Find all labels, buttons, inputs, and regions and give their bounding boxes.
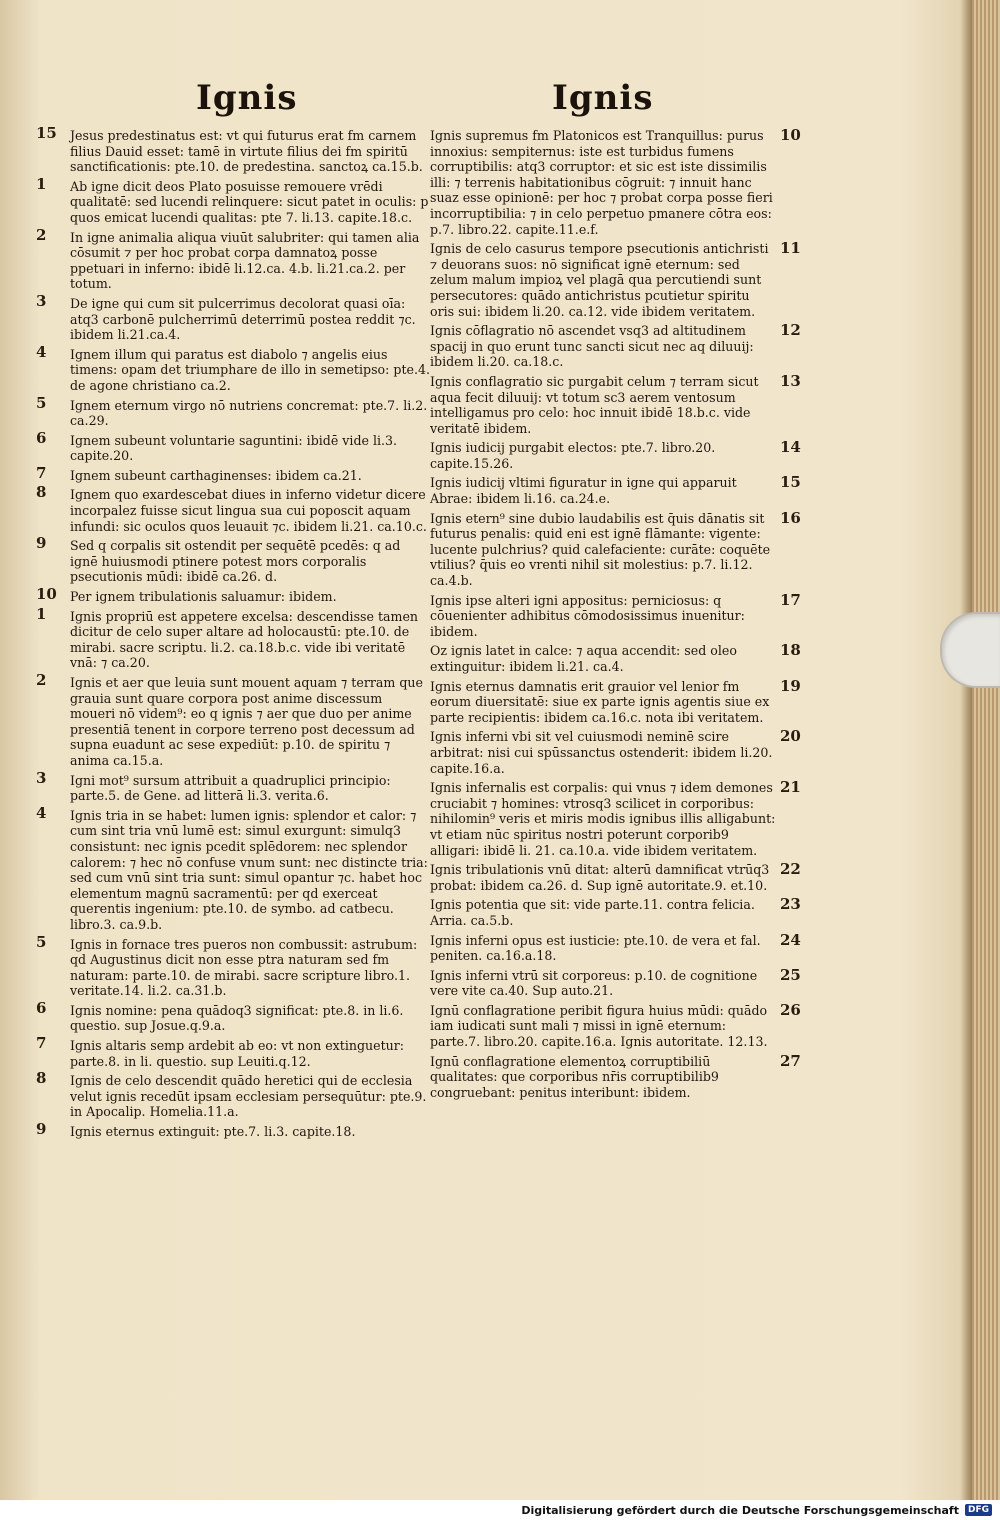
right-heading: Ignis — [552, 78, 654, 118]
entry-number: 19 — [780, 676, 801, 695]
entry — [36, 174, 430, 226]
entry-text: Ignis de celo descendit quādo heretici qui de ecclesia velut ignis recedūt ipsam ecclesiam persequūtur: pte.9. in Apocalip. Homelia.11.a. — [70, 1073, 427, 1120]
entry — [430, 473, 801, 507]
entry — [430, 508, 801, 589]
entry-number: 3 — [36, 768, 47, 787]
entry — [36, 932, 430, 999]
entry-text: Ignis de celo casurus tempore psecutionis antichristi ⁊ deuorans suos: nō significat ignē eternum: sed zelum malum impioꝝ vel plagā qua percutiendi sunt persecutores: quādo antichristus pcutietur spiritu oris sui: ibidem li.20. ca.12. vide ibidem veritatem. — [430, 241, 769, 319]
entry-text: Ignis in fornace tres pueros non combussit: astrubum: qd Augustinus dicit non esse ptra naturam sed fm naturam: parte.10. de mirabi. sacre scripture libro.1. veritate.14. li.2. ca.31.b. — [70, 936, 418, 999]
entry — [430, 727, 801, 776]
entry-text: Ignis nomine: pena quādoq3 significat: pte.8. in li.6. questio. sup Josue.q.9.a. — [70, 1002, 404, 1034]
book-page-edge — [972, 0, 1000, 1500]
entry-text: Ignis ipse alteri igni appositus: perniciosus: q cōuenienter adhibitus cōmodosissimus inuenitur: ibidem. — [430, 592, 745, 639]
page-clip-tab — [940, 612, 1000, 688]
entry-number: 8 — [36, 483, 47, 502]
entry — [36, 803, 430, 933]
entry-text: Igni mot⁹ sursum attribuit a quadruplici principio: parte.5. de Gene. ad litterā li.3. verita.6. — [70, 772, 391, 804]
entry-text: Ignis eternus extinguit: pte.7. li.3. capite.18. — [70, 1124, 356, 1140]
entry-text: Ignis eternus damnatis erit grauior vel lenior fm eorum diuersitatē: siue ex parte ignis agentis siue ex parte recipientis: ibidem ca.16.c. nota ibi veritatem. — [430, 678, 770, 725]
entry — [430, 895, 801, 928]
entry — [36, 1034, 430, 1069]
entry-number: 1 — [36, 174, 47, 193]
entry — [36, 768, 430, 804]
entry-number: 26 — [780, 1000, 801, 1019]
entry-text: Ignis inferni vbi sit vel cuiusmodi neminē scire arbitrat: nisi cui spūssanctus ostenderit: ibidem li.20. capite.16.a. — [430, 729, 773, 776]
entry-text: Ignis inferni opus est iusticie: pte.10. de vera et fal. peniten. ca.16.a.18. — [430, 932, 761, 964]
entry — [36, 463, 430, 484]
entry-number: 17 — [780, 590, 801, 609]
entry-number: 6 — [36, 428, 47, 447]
entry-number: 3 — [36, 291, 47, 310]
entry-number: 4 — [36, 803, 47, 822]
right-column — [430, 126, 801, 1104]
entry — [36, 483, 430, 534]
entry-number: 11 — [780, 239, 801, 258]
entry-text: In igne animalia aliqua viuūt salubriter: qui tamen alia cōsumit ⁊ per hoc probat corpa damnatoꝝ posse ppetuari in inferno: ibidē li.12.ca. 4.b. li.21.ca.2. per totum. — [70, 229, 420, 292]
entry-number: 2 — [36, 671, 47, 689]
entry-number: 2 — [36, 225, 47, 244]
left-column — [36, 124, 430, 1144]
entry — [430, 676, 801, 726]
entry-number: 14 — [780, 438, 801, 457]
entry — [36, 342, 430, 394]
entry-text: Per ignem tribulationis saluamur: ibidem. — [70, 589, 337, 605]
entry-text: Ab igne dicit deos Plato posuisse remouere vrēdi qualitatē: sed lucendi relinquere: sicut patet in oculis: p quos emicat lucendi qualitas: pte 7. li.13. capite.18.c. — [70, 178, 429, 225]
entry-text: Ignem illum qui paratus est diabolo ⁊ angelis eius timens: opam det triumphare de illo in semetipso: pte.4. de agone christiano ca.2. — [70, 346, 430, 393]
entry-number: 4 — [36, 342, 47, 361]
entry-text: Ignū conflagratione peribit figura huius mūdi: quādo iam iudicati sunt mali ⁊ missi in ignē eternum: parte.7. libro.20. capite.16.a. Ignis autoritate. 12.13. — [430, 1002, 768, 1050]
entry-number: 8 — [36, 1069, 47, 1088]
entry-text: Oz ignis latet in calce: ⁊ aqua accendit: sed oleo extinguitur: ibidem li.21. ca.4. — [430, 643, 737, 674]
entry-text: Ignis tria in se habet: lumen ignis: splendor et calor: ⁊ cum sint tria vnū lumē est: simul exurgunt: simulq3 consistunt: nec ignis pcedit splēdorem: nec splendor calorem: ⁊ hec nō confuse vnum sunt: nec distincte tria: sed cum vnū sint tria sunt: simul opantur ⁊c. habet hoc elementum magnū sacramentū: per qd exerceat querentis ingenium: pte.10. de symbo. ad catbecu. libro.3. ca.9.b. — [70, 807, 428, 932]
entry-text: Ignis etern⁹ sine dubio laudabilis est q̄uis dānatis sit futurus penalis: quid eni est ignē flāmante: vigente: lucente pulchrius? quid calefaciente: curāte: coquēte vtilius? q̄uis eo vrenti nihil sit molestius: p.7. li.12. ca.4.b. — [430, 510, 771, 589]
entry — [430, 930, 801, 964]
entry — [430, 590, 801, 640]
entry-number: 9 — [36, 1120, 47, 1139]
entry-number: 5 — [36, 932, 47, 951]
entry — [430, 1051, 801, 1101]
entry-text: Ignis cōflagratio nō ascendet vsq3 ad altitudinem spacij in quo erunt tunc sancti sicut nec aq diluuij: ibidem li.20. ca.18.c. — [430, 323, 754, 370]
entry — [430, 321, 801, 370]
entry-number: 5 — [36, 393, 47, 412]
entry-number: 23 — [780, 895, 801, 914]
entry — [36, 585, 430, 605]
entry — [430, 1000, 801, 1050]
entry — [430, 239, 801, 319]
entry-text: Ignem subeunt voluntarie saguntini: ibidē vide li.3. capite.20. — [70, 432, 398, 464]
dfg-logo: DFG — [965, 1504, 992, 1516]
entry-text: Ignis iudicij vltimi figuratur in igne qui apparuit Abrae: ibidem li.16. ca.24.e. — [430, 475, 737, 507]
entry-number: 13 — [780, 371, 801, 390]
entry — [36, 124, 430, 175]
entry-number: 20 — [780, 727, 801, 746]
entry — [36, 428, 430, 464]
entry-number: 18 — [780, 641, 801, 660]
entry-number: 16 — [780, 508, 801, 527]
entry-text: Ignis et aer que leuia sunt mouent aquam ⁊ terram que grauia sunt quare corpora post anime discessum moueri nō videm⁹: eo q ignis ⁊ aer que duo per anime presentiā tenent in corpore terreno post decessum ad supna euadunt ac sese expediūt: p.10. de spiritu ⁊ anima ca.15.a. — [70, 675, 423, 768]
entry — [36, 225, 430, 292]
entry-number: 27 — [780, 1051, 801, 1070]
entry — [36, 291, 430, 343]
entry-text: Ignis infernalis est corpalis: qui vnus ⁊ idem demones cruciabit ⁊ homines: vtrosq3 scilicet in corporibus: nihilomin⁹ veris et miris modis ignibus illis alligabunt: vt etiam nūc spiritus nostri poterunt corporib9 alligari: ibidē li. 21. ca.10.a. vide ibidem veritatem. — [430, 780, 776, 858]
entry-number: 21 — [780, 778, 801, 797]
entry-text: Sed q corpalis sit ostendit per sequētē pcedēs: q ad ignē huiusmodi ptinere potest mors corporalis psecutionis mūdi: ibidē ca.26. d. — [70, 538, 401, 585]
entry-number: 1 — [36, 604, 47, 623]
entry-text: Ignis propriū est appetere excelsa: descendisse tamen dicitur de celo super altare ad holocaustū: pte.10. de mirabi. sacre scriptu. li.2. ca.18.b.c. vide ibi veritatē vnā: ⁊ ca.20. — [70, 608, 419, 671]
entry-number: 9 — [36, 534, 47, 553]
entry-number: 12 — [780, 321, 801, 340]
entry — [430, 641, 801, 674]
entry-text: Ignem eternum virgo nō nutriens concremat: pte.7. li.2. ca.29. — [70, 397, 428, 429]
entry-text: Ignis inferni vtrū sit corporeus: p.10. de cognitione vere vite ca.40. Sup auto.21. — [430, 967, 758, 999]
entry-number: 10 — [780, 126, 801, 144]
entry — [430, 438, 801, 471]
entry — [430, 965, 801, 999]
entry-text: De igne qui cum sit pulcerrimus decolorat quasi oīa: atq3 carbonē pulcherrimū deterrimū postea reddit ⁊c. ibidem li.21.ca.4. — [70, 295, 416, 343]
entry-number: 25 — [780, 965, 801, 984]
entry-text: Ignis iudicij purgabit electos: pte.7. libro.20. capite.15.26. — [430, 440, 716, 471]
entry — [36, 1120, 430, 1140]
entry-number: 15 — [36, 124, 57, 142]
entry-number: 7 — [36, 463, 47, 482]
entry-number: 15 — [780, 473, 801, 492]
entry-number: 6 — [36, 998, 47, 1017]
entry-number: 10 — [36, 585, 57, 604]
entry-text: Jesus predestinatus est: vt qui futurus erat fm carnem filius Dauid esset: tamē in virtute filius dei fm spiritū sanctificationis: pte.10. de predestina. sanctoꝝ ca.15.b. — [70, 128, 423, 175]
entry-text: Ignem quo exardescebat diues in inferno videtur dicere incorpalez fuisse sicut lingua sua cui poposcit aquam infundi: sic oculos quos leuauit ⁊c. ibidem li.21. ca.10.c. — [70, 487, 427, 534]
entry-text: Ignū conflagratione elementoꝝ corruptibiliū qualitates: que corporibus nr̄is corruptibilib9 congruebant: penitus interibunt: ibidem. — [430, 1053, 719, 1100]
entry-text: Ignis tribulationis vnū ditat: alterū damnificat vtrūq3 probat: ibidem ca.26. d. Sup ignē autoritate.9. et.10. — [430, 862, 770, 893]
entry — [430, 860, 801, 893]
entry-text: Ignis conflagratio sic purgabit celum ⁊ terram sicut aqua fecit diluuij: vt totum sc3 aerem ventosum intelligamus pro celo: hoc innuit ibidē 18.b.c. vide veritatē ibidem. — [430, 373, 759, 436]
entry — [36, 671, 430, 769]
entry-number: 22 — [780, 860, 801, 879]
entry — [36, 998, 430, 1034]
footer-text: Digitalisierung gefördert durch die Deutsche Forschungsgemeinschaft — [521, 1503, 959, 1517]
entry — [36, 393, 430, 429]
entry-text: Ignis altaris semp ardebit ab eo: vt non extinguetur: parte.8. in li. questio. sup Leuiti.q.12. — [70, 1038, 405, 1069]
entry — [430, 778, 801, 858]
left-heading: Ignis — [196, 78, 298, 118]
entry — [36, 1069, 430, 1120]
footer-bar — [0, 1500, 1000, 1520]
entry-number: 24 — [780, 930, 801, 949]
entry-number: 7 — [36, 1034, 47, 1053]
entry — [430, 126, 801, 237]
entry-text: Ignis potentia que sit: vide parte.11. contra felicia. Arria. ca.5.b. — [430, 897, 755, 928]
entry — [36, 604, 430, 671]
entry — [430, 371, 801, 436]
entry-text: Ignis supremus fm Platonicos est Tranquillus: purus innoxius: sempiternus: iste est turbidus fumens corruptibilis: atq3 corruptor: et sic est iste dissimilis illi: ⁊ terrenis habitationibus cōgruit: ⁊ innuit hanc suaz esse opinionē: per hoc ⁊ probat corpa posse fieri incorruptibilia: ⁊ in celo perpetuo pmanere cōtra eos: p.7. libro.22. capite.11.e.f. — [430, 128, 773, 237]
entry — [36, 534, 430, 585]
entry-text: Ignem subeunt carthaginenses: ibidem ca.21. — [70, 467, 362, 483]
